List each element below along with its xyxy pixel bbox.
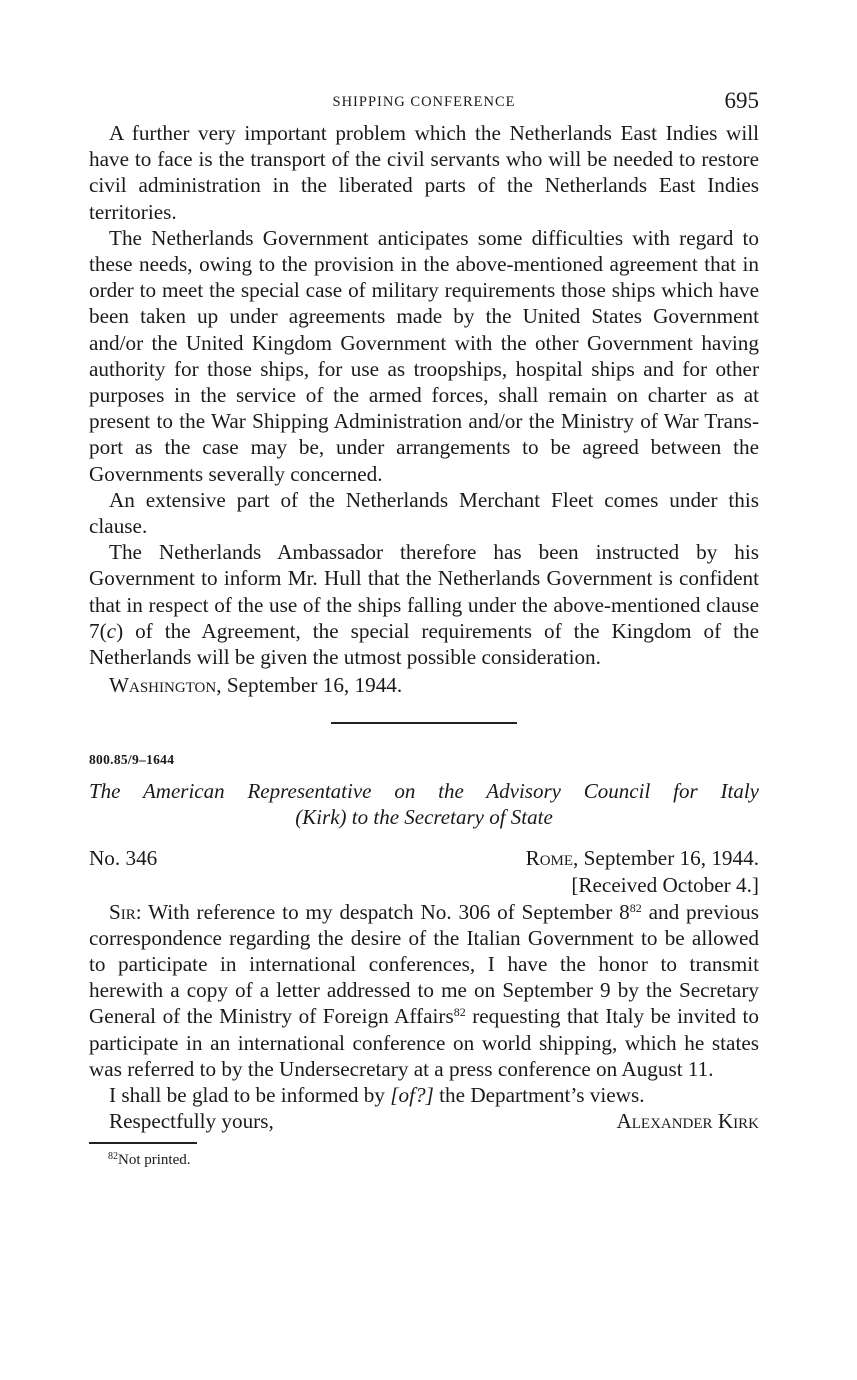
valediction: Respectfully yours, (109, 1109, 274, 1134)
paragraph-4-text-b: ) of the Agreement, the special requirements of the Kingdom of the Netherlands will be given the utmost possible consideration. (89, 618, 759, 670)
paragraph-4-clause-letter: c (106, 618, 117, 643)
footnote (108, 1152, 759, 1169)
page-number: 695 (724, 88, 759, 113)
document-page (89, 86, 759, 1169)
date-rest: , September 16, 1944. (216, 673, 403, 698)
running-title: SHIPPING CONFERENCE (332, 94, 516, 110)
closing-editorial-note: [of?] (390, 1083, 434, 1108)
received-date: [Received October 4.] (571, 873, 759, 898)
closing-text-b: the Department’s views. (433, 1083, 645, 1108)
footnote-text: Not printed. (118, 1151, 191, 1168)
footnote-ref-2: 82 (453, 1005, 466, 1020)
letter-body-part-3: requesting that Italy be invited to participate in an international conference on world shipping, which he states was referred to by the Undersecretary at a press conference on August 11. (89, 1004, 759, 1081)
date-place: Washington (109, 673, 217, 698)
date-line (89, 672, 759, 698)
signature: Alexander Kirk (616, 1109, 759, 1134)
dispatch-place-date (526, 846, 759, 871)
section-divider (331, 722, 517, 724)
paragraph-4-text-a: The Netherlands Ambassador therefore has been instructed by his Government to inform Mr. Hull that the Netherlands Government is confident that in respect of the use of the ships falling under the above-mentioned clause 7( (89, 540, 759, 643)
dispatch-date: , September 16, 1944. (573, 846, 759, 871)
paragraph-4 (89, 539, 759, 670)
dispatch-number: No. 346 (89, 846, 158, 871)
paragraph-3: An extensive part of the Netherlands Merchant Fleet comes under this clause. (89, 487, 759, 539)
document-title (89, 778, 759, 830)
running-head (89, 86, 759, 120)
paragraph-1: A further very important problem which the Netherlands East Indies will have to face is the transport of the civil servants who will be needed to restore civil administration in the liberated parts of the Netherlands East Indies territories. (89, 121, 759, 224)
closing-line (89, 1082, 759, 1108)
letter-body-part-2: and previous correspondence regarding the desire of the Italian Government to be allowed to participate in international conferences, I have the honor to transmit herewith a copy of a letter addressed to me on September 9 by the Secretary General of the Ministry of Foreign Affairs (89, 899, 759, 1029)
document-title-line-1: The American Representative on the Advisory Council for Italy (89, 779, 759, 804)
footnote-ref-1: 82 (629, 900, 642, 915)
footnote-rule (89, 1142, 197, 1144)
paragraph-2: The Netherlands Government anticipates some difficulties with regard to these needs, owing to the provision in the above-mentioned agreement that in order to meet the special case of military requirements those ships which have been taken up under agreements made by the United States Government and/or the United Kingdom Government with the other Government having authority for those ships, for use as troopships, hospital ships and for other purposes in the service of the armed forces, shall remain on charter as at present to the War Shipping Administration and/or the Ministry of War Transport as the case may be, under arrangements to be agreed between the Governments severally concerned. (89, 225, 759, 486)
salutation: Sir (109, 899, 136, 924)
file-number: 800.85/9–1644 (89, 752, 175, 768)
closing-text-a: I shall be glad to be informed by (109, 1083, 391, 1108)
signature-row (89, 1108, 759, 1134)
letter-body (89, 899, 759, 1082)
dispatch-meta (89, 846, 759, 872)
footnote-number: 82 (108, 1150, 118, 1162)
document-title-line-2: (Kirk) to the Secretary of State (295, 805, 553, 830)
dispatch-place: Rome (525, 846, 574, 871)
letter-body-part-1: : With reference to my despatch No. 306 of September 8 (135, 899, 630, 924)
